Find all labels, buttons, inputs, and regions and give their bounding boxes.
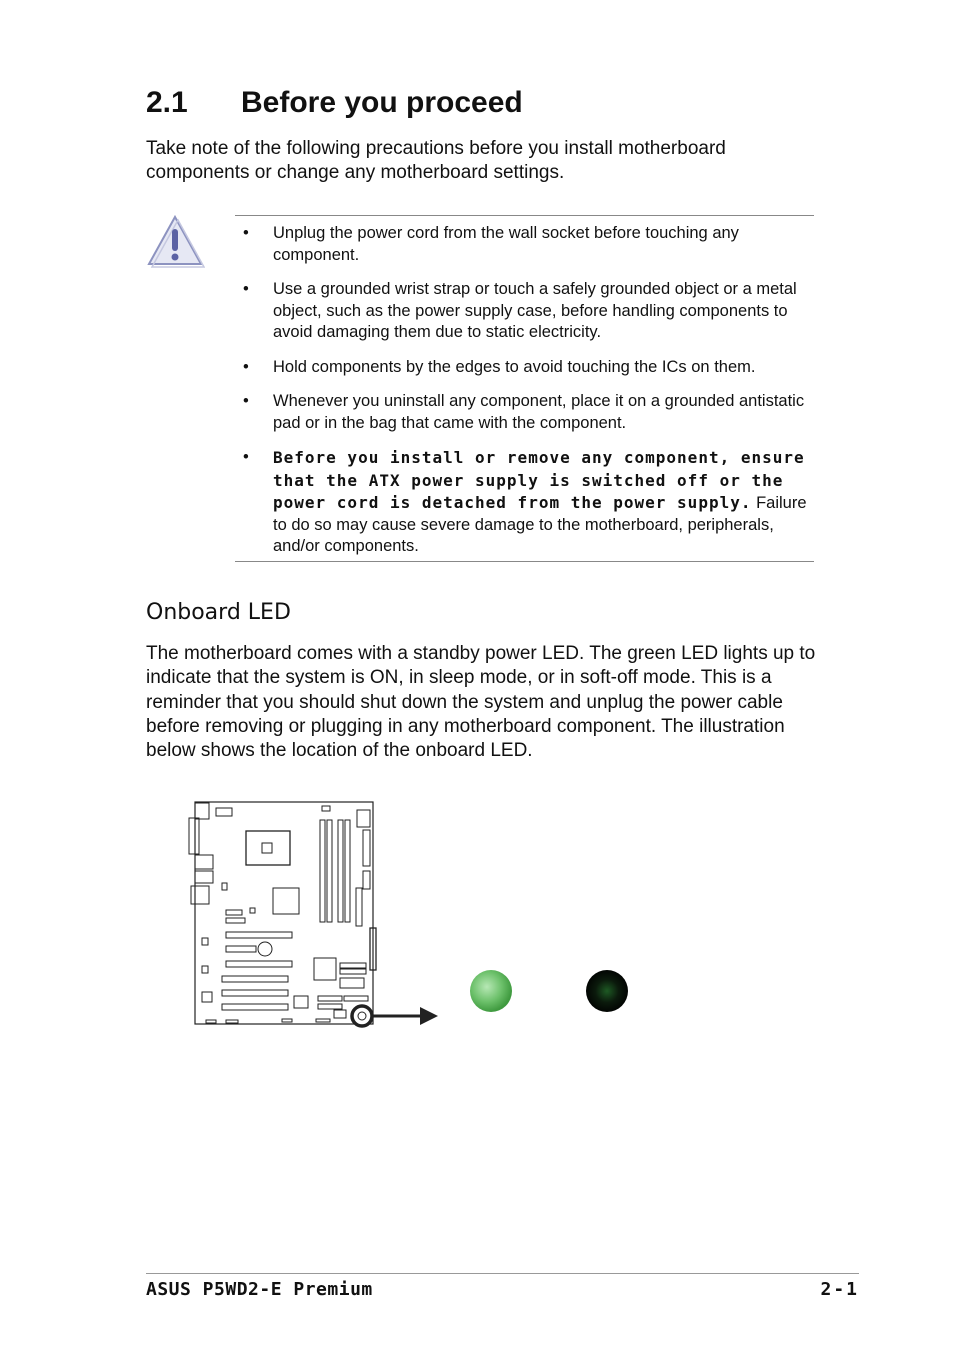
motherboard-layout-diagram: [186, 798, 446, 1034]
bullet-icon: •: [243, 392, 249, 410]
led-off-icon: [584, 968, 630, 1014]
caution-bottom-rule: [235, 561, 814, 562]
section-number: 2.1: [146, 86, 188, 119]
footer-rule: [146, 1273, 859, 1274]
footer-product-name: ASUS P5WD2-E Premium: [146, 1279, 373, 1300]
onboard-led-paragraph: The motherboard comes with a standby power LED. The green LED lights up to indicate that the system is ON, in sleep mode, or in soft-off mode. This is a reminder that you should shut down the system and unplug the power cable before removing or plugging in any motherboard component. The illustration below shows the location of the onboard LED.: [146, 643, 816, 762]
list-item: [240, 279, 815, 344]
onboard-led-heading: Onboard LED: [146, 600, 291, 625]
list-item: [240, 391, 815, 434]
precaution-text: Hold components by the edges to avoid touching the ICs on them.: [273, 357, 756, 376]
precaution-text: Use a grounded wrist strap or touch a safely grounded object or a metal object, such as the power supply case, before handling components to avoid damaging them due to static electricity.: [273, 280, 797, 341]
intro-paragraph: Take note of the following precautions before you install motherboard components or change any motherboard settings.: [146, 138, 726, 183]
caution-top-rule: [235, 215, 814, 216]
bullet-icon: •: [243, 357, 249, 376]
led-on-icon: [468, 968, 514, 1014]
bullet-icon: •: [243, 280, 249, 298]
precaution-list: [240, 223, 815, 571]
precaution-text: Whenever you uninstall any component, place it on a grounded antistatic pad or in the bag that came with the component.: [273, 392, 805, 432]
list-item: [240, 357, 815, 379]
list-item: [240, 447, 815, 558]
page-number: 2-1: [820, 1279, 859, 1300]
warning-triangle-icon: [145, 212, 205, 268]
list-item: [240, 223, 815, 266]
precaution-text: Failure to do so may cause severe damage to the motherboard, peripherals, and/or components.: [273, 494, 807, 555]
section-title: Before you proceed: [241, 86, 523, 119]
bullet-icon: •: [243, 224, 249, 242]
precaution-text: Unplug the power cord from the wall socket before touching any component.: [273, 224, 739, 264]
bullet-icon: •: [243, 448, 249, 466]
precaution-warning-bold: Before you install or remove any component, ensure that the ATX power supply is switched off or the power cord is detached from the power supply.: [273, 448, 805, 512]
